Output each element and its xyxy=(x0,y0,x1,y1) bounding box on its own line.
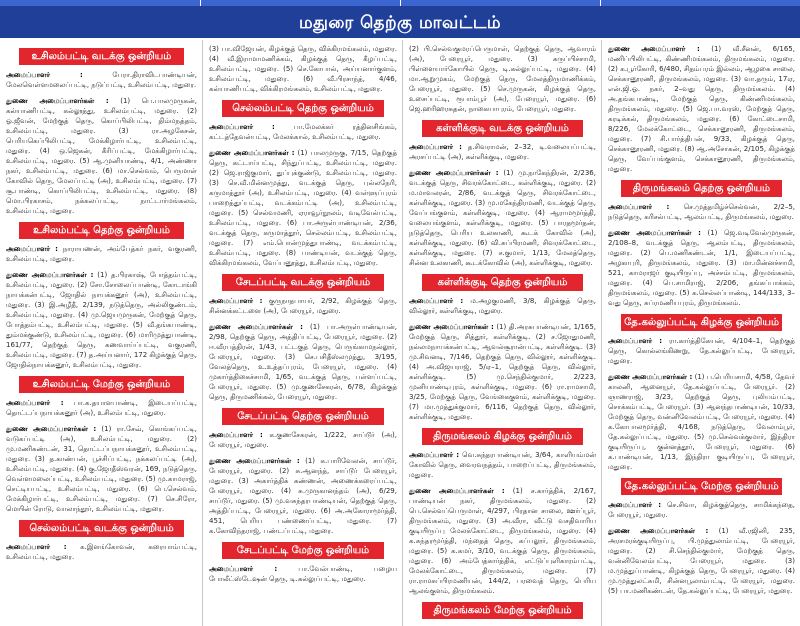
entry-text: (1) வீ.சீனன், 6/165, மணிப்பிலிபட்டி, கிண்ணிமங்கலம், திருமங்கலம், மதுரை. (2) க.பூர்கோரி, 6/480, சிதம்பரம் இல்லம், ஆழகை சாலை, செக்கானூரணி, திருமங்கலம், மதுரை. (3) வா.தரும், 17ஏ, என்.ஜி.ஓ. நகர், 2–வது தெரு, திருமங்கலம். (4) அ.தங்கபாண்டி, மேற்குத் தெரு, கிண்ணிமங்கலம், திருமங்கலம், மதுரை. (5) ஜெ.பா.வரஸ், மேற்குத் தெரு, கரடிக்கல், திருமங்கலம், மதுரை. (6) கோட்டைசாமி, 8/226, மேலக்கோட்டை, செக்கானூரணி, திருமங்கலம், மதுரை. (7) சி.பார்த்திபன், 9/33, கிழக்குத் தெரு, செக்கானூரணி, மதுரை. (8) ஆ.அசோகன், 2/105, கிழக்குத் தெரு, வேப்பங்குளம், செக்கானூரணி, திருமங்கலம், மதுரை. xyxy=(608,45,795,173)
entry-label: அமைப்பாளர் : xyxy=(409,451,460,459)
columns-container xyxy=(0,40,800,626)
entry-paragraph xyxy=(209,456,397,536)
entry-label: அமைப்பாளர் : xyxy=(608,501,662,509)
entry-text: க.இளங்கோவன், கரையாம்பட்டி, உசிலம்பட்டி, மதுரை. xyxy=(6,543,197,561)
entry-paragraph xyxy=(409,450,596,480)
column-2 xyxy=(203,40,403,626)
entry-text: (1) மு.நாகேந்திரன், 2/236, வடக்குத் தெரு, சிவரக்கோட்டை, கள்ளிக்குடி, மதுரை. (2) ம.மாவலரன், 2/86, வடக்குத் தெரு, சிவரக்கோட்டை, கள்ளிக்குடி, மதுரை. (3) மு.மகேந்திரமணி, வடக்குத் தெரு, வேப்பங்குளம், கள்ளிக்குடி, மதுரை. (4) ஆராமமூர்த்தி, வலையங்குளம், கள்ளிக்குடி, மதுரை. (5) பாரதமூர்தன், நடுத்தெரு, பெரிய உலகாணி, கூடக் கோவில் (அ), கள்ளிக்குடி, மதுரை. (6) வி.சுப்பிரமணி, சிவரக்கோட்டை, கள்ளிக்குடி, மதுரை. (7) ச.குமார், 1/13, மேலத்தெரு, சின்ன உலகாணி, கூடக்கோவில் (அ), கள்ளிக்குடி, மதுரை. xyxy=(409,169,596,267)
section-heading: சேடப்பட்டி வடக்கு ஒன்றியம் xyxy=(222,274,384,291)
entry-label: அமைப்பாளர் : xyxy=(6,399,64,407)
entry-paragraph xyxy=(209,564,397,584)
entry-paragraph xyxy=(209,322,397,402)
entry-paragraph xyxy=(209,122,397,142)
entry-paragraph xyxy=(6,270,197,370)
entry-text: ம.அழகுமணி, 3/8, கிழக்குத் தெரு, வில்லூர், கள்ளிக்குடி, மதுரை. xyxy=(409,297,596,315)
entry-label: அமைப்பாளர் : xyxy=(409,297,464,305)
entry-text: (1) பா.அருள்பாண்டியன், 2/98, தெற்குத் தெரு, அத்திப்பட்டி, பேரையூர், மதுரை. (2) ஈ.வீரபத்திரன், 1/43, பட்டகுத் தெரு, பெருங்காமநல்லூர், பேரையூர், மதுரை. (3) செ.பசிதீஸ்லமுத்து, 3/195, வேலத்தெரு, உ.உத்தப்புரம், பேரையூர், மதுரை. (4) முகார்த்திகைச்சாமி, 1/65, வடக்குத் தெரு, பள்ளப்பட்டி, பேரையூர், மதுரை. (5) மு.குணசேகரன், 6/78, கிழக்குத் தெரு, திருமணிக்கல், பேரையூர், மதுரை. xyxy=(209,323,397,401)
entry-paragraph xyxy=(608,372,795,472)
top-stripe xyxy=(0,0,800,6)
entry-text: (1) த.பிரகாஷ், போத்தம்பட்டி, உசிலம்பட்டி, மதுரை. (2) சோ.சோலைப்பாண்டி, கோடாங்கி நாயக்கன்பட்டி, ஜோதில் நாயக்கனூர் (அ), உசிலம்பட்டி, மதுரை. (3) இ.அழீதீ, 2/139, நடுத்தெரு, அல்லிகுண்டம், உசிலம்பட்டி, மதுரை. (4) மு.ஜெயமுருகன், மேற்குத் தெரு, போத்தம்பட்டி, உசிலம்பட்டி, மதுரை. (5) வீ.தங்கபாண்டி, தும்மக்குண்டு, உசிலம்பட்டி, மதுரை. (6) மாரிமுத்துபாண்டி, 161/77, தெற்குத் தெரு, கணவாய்ப்பட்டி, வகுரணி, உசிலம்பட்டி, மதுரை. (7) த.அய்யனார், 172 கிழக்குத் தெரு, ஜோதில்நாயக்கனூர், உசிலம்பட்டி, மதுரை. xyxy=(6,271,198,369)
entry-paragraph xyxy=(6,424,197,514)
entry-label: அமைப்பாளர் : xyxy=(209,565,278,573)
entry-paragraph xyxy=(209,296,397,316)
entry-label: துணை அமைப்பாளர்கள் : xyxy=(209,323,303,331)
entry-text: (1) வீ.ரஜினி, 235, அரசமரக்குடியிருப்பு, பி.முத்துலாம்பட்டி, பேரையூர், மதுரை. (2) சி.செந்தில்குமார், மேற்குத் தெரு, வன்னிவேலம்பட்டி, பேரையூர், மதுரை. (3) ம.முத்துப்பாண்டி, கிழக்குத் தெரு, பேரையூர், மதுரை. (4) மு.முத்துலட்சுமி, சின்னபூலாம்பட்டி, பேரையூர், மதுரை. (5) பா.மணிகண்டன், தே.கல்லுப்பட்டி, பேரையூர், மதுரை. xyxy=(608,527,795,595)
entry-label: துணை அமைப்பாளர்கள் : xyxy=(409,169,499,177)
entry-paragraph xyxy=(6,70,197,90)
section-heading: செல்லம்பட்டி வடக்கு ஒன்றியம் xyxy=(19,520,183,537)
entry-text: த.சிவராமன், 2–32, டி.வலையப்பட்டி, அரசப்பட்டி (அ), கள்ளிக்குடி, மதுரை. xyxy=(409,143,597,161)
column-3 xyxy=(403,40,602,626)
section-heading: கள்ளிக்குடி வடக்கு ஒன்றியம் xyxy=(422,120,583,137)
entry-label: அமைப்பாளர் : xyxy=(608,203,670,211)
continued-text: (2) பி.செல்வகுமரப்பெருமாள், தெற்குத் தெரு, ஆவாரம் (அ), பேரையூர், மதுரை. (3) கருப்பிச்சாமி, பிள்ளையார்கோயில் தெரு, டி.கல்லுப்பட்டி, மதுரை. (4) மா.ஆறுமுகம், மேற்குத் தெரு, மேலத்திருமாணிக்கம், பேரையூர், மதுரை. (5) செ.முருகன், கிழக்குத் தெரு, உசைப்பட்டி, ரூபாம்பூர் (அ), பேரையூர், மதுரை. (6) ஜெ.ஹரிஹரசுதன், நாகையாபுரம், பேரையூர், மதுரை. xyxy=(409,45,596,113)
section-heading: திருமங்கலம் மேற்கு ஒன்றியம் xyxy=(422,602,583,619)
entry-paragraph xyxy=(409,322,596,422)
entry-text: ரா.கார்த்திகேயன், 4/104–1, தெற்குத் தெரு, கொல்லங்கிணறு, தே.கல்லுப்பட்டி, பேரையூர், மதுரை. xyxy=(608,337,795,365)
entry-label: துணை அமைப்பாளர் : xyxy=(608,45,700,53)
entry-text: க.குணசேகரன், 1/222, சாப்டூர் (அ), பேரையூர், மதுரை. xyxy=(209,431,397,449)
entry-label: துணை அமைப்பாளர்கள் : xyxy=(6,425,97,433)
section-heading: உசிலம்பட்டி தெற்கு ஒன்றியம் xyxy=(19,222,183,239)
entry-label: அமைப்பாளர் : xyxy=(608,337,663,345)
entry-label: அமைப்பாளர் : xyxy=(6,245,58,253)
entry-paragraph xyxy=(6,542,197,562)
entry-label: துணை அமைப்பாளர்கள் : xyxy=(608,527,709,535)
section-heading: செல்லம்பட்டி தெற்கு ஒன்றியம் xyxy=(222,100,384,117)
entry-text: பா.மேலக்கர் ரத்தினசிங்கம், கட்டத்தேவன்பட்டி, மேலக்கால், உசிலம்பட்டி, மதுரை. xyxy=(209,123,398,141)
entry-label: அமைப்பாளர் : xyxy=(209,123,275,131)
entry-text: குருநாதபாயர், 2/92, கிழக்குத் தெரு, சின்னக்கட்டளை (அ), பேரையூர், மதுரை. xyxy=(209,297,397,315)
entry-label: அமைப்பாளர் : xyxy=(6,543,67,551)
entry-label: துணை அமைப்பாளர்கள் : xyxy=(608,229,701,237)
section-heading: உசிலம்பட்டி மேற்கு ஒன்றியம் xyxy=(19,376,183,393)
column-4 xyxy=(602,40,800,626)
continued-text: (3) பா.விஜேயன், கிழக்குத் தெரு, விக்கிரமங்கலம், மதுரை. (4) வீ.இராமாமணிக்கம், கிழக்குத் தெரு, கீழப்பட்டி, உசிலம்பட்டி, மதுரை. (5) செ.கோபால், அய்யனார்குளம், உசிலம்பட்டி, மதுரை. (6) வீ.பிரசாந்த், 4/46, கல்யாணிபட்டி, விக்கிரமங்கலம், உசிலம்பட்டி, மதுரை. xyxy=(209,45,397,93)
entry-text: செ.முத்தமிழ்ச்செல்வன், 2/2–5, நடுத்தெரு, கரிசல்பட்டி, ஆலம்பட்டி, திருமங்கலம், மதுரை. xyxy=(608,203,796,221)
entry-paragraph xyxy=(608,526,795,596)
entry-text: (1) பெ.பாலமுருகன், கல்யாணிபட்டி, கல்லூத்து, உசிலம்பட்டி, மதுரை. (2) ஓ.ஜீவன், மேற்குத் தெரு, கொப்பிலிபட்டி, திம்மநத்தம், உசிலம்பட்டி, மதுரை. (3) ரா.அழகேசன், பெரியகெப்பிலிபட்டி, மேக்கிழார்பட்டி, உசிலம்பட்டி, மதுரை. (4) ஒ.ஜெகன், கீரிப்பட்டி, மேக்கிழார்பட்டி, உசிலம்பட்டி, மதுரை. (5) ஆ.முனியாண்டி, 4/1, அண்ணா நகர், உசிலம்பட்டி, மதுரை. (6) மா.செல்வம், பெருமாள் கோவில் தெரு, மேலப்பட்டி (அ), உசிலம்பட்டி, மதுரை. (7) சூ.பாண்டி, கொப்பிலிபட்டி, உசிலம்பட்டி, மதுரை. (8) மொ.பிரகாசம், நக்கலப்பட்டி, நாட்டார்மங்கலம், உசிலம்பட்டி, மதுரை. xyxy=(6,97,197,215)
entry-paragraph xyxy=(409,486,596,596)
section-heading: திருமங்கலம் தெற்கு ஒன்றியம் xyxy=(621,180,782,197)
entry-label: துணை அமைப்பாளர்கள் : xyxy=(209,149,295,157)
entry-paragraph xyxy=(608,336,795,366)
entry-text: (1) ரா.சேவ், கொங்கப்பட்டி, வடுகப்பட்டி (அ), உசிலம்பட்டி, மதுரை. (2) மு.மணிகண்டன், 31, தொட்டப்பநாயக்கனூர், உசிலம்பட்டி, மதுரை. (3) த.காண்பன், பூச்சிப்பட்டி, நக்கலப்பட்டி (அ), உசிலம்பட்டி, மதுரை. (4) கு.ஜோதீஸ்வரன், 169, நடுத்தெரு, வெள்ளமலைப்பட்டி, உசிலம்பட்டி, மதுரை. (5) மு.காமராஜ், செட்டியபட்டி, உசிலம்பட்டி, மதுரை. (6) பெ.செல்வம், மேக்கிழார்பட்டி, உசிலம்பட்டி, மதுரை. (7) செ.சிரோ, மெயின் ரோடு, வாலாந்தூர், உசிலம்பட்டி, மதுரை. xyxy=(6,425,197,513)
section-heading: உசிலம்பட்டி வடக்கு ஒன்றியம் xyxy=(19,48,183,65)
entry-label: துணை அமைப்பாளர்கள் : xyxy=(409,487,505,495)
entry-text: (1) ச.கார்த்திக், 2/167, பாண்டியன் நகர், திருமங்கலம், மதுரை. (2) பெ.செல்வப்பெருமாள், 4/297, பிரதான சாலை, ஊர்ப்பூர், திருமங்கலம், மதுரை. (3) அ.வீரா, வீட்டு வசதிவாரிய குடியிருப்பு மேலக்கோட்டை, திருமங்கலம், மதுரை. (4) க.சுந்தரமூர்த்தி, மந்தைத் தெரு, கப்பலூர், திருமங்கலம், மதுரை. (5) க.கமர், 3/10, வடக்குத் தெரு, திருமங்கலம், மதுரை. (6) அம்பேத்கார்த்திக், எட்டுப்புளிகாரம்பட்டி, மேலக்கோட்டை, திருமங்கலம், மதுரை. (7) ரா.ராமசுப்பிரமணியன், 144/2, பரவைத் தெரு, பெரிய ஆலங்குளம், திருமங்கலம். xyxy=(409,487,597,595)
section-heading: சேடப்பட்டி மேற்கு ஒன்றியம் xyxy=(222,542,384,559)
section-heading: தே.கல்லுப்பட்டி மேற்கு ஒன்றியம் xyxy=(621,478,782,495)
section-heading: தே.கல்லுப்பட்டி கிழக்கு ஒன்றியம் xyxy=(621,314,782,331)
column-1 xyxy=(0,40,203,626)
section-heading: சேடப்பட்டி தெற்கு ஒன்றியம் xyxy=(222,408,384,425)
entry-label: அமைப்பாளர் : xyxy=(409,143,462,151)
entry-label: துணை அமைப்பாளர்கள் : xyxy=(6,271,94,279)
entry-text: பா.வேல்பாண்டி, பழைய போலீட்ஸ்டேஷன் தெரு, டி.கல்லுப்பட்டி, மதுரை. xyxy=(209,565,397,583)
entry-text: (1) ஜெ.வடிவேல்முருகன், 2/108–8, வடக்குத் தெரு, ஆலம்பட்டி, திருமங்கலம், மதுரை. (2) பெ.மணிகண்டன், 1/1, இடையப்பட்டி, அழகாபுரி, திருமங்கலம், மதுரை. (3) மா.மின்னச்சாமி, 521, காமராஜர் குடியிருப்பு, அச்சம்பட்டி, திருமங்கலம், மதுரை. (4) பெ.சாமிராஜ், 2/206, தங்கப்பாக்கம், திருமங்கலம், மதுரை. (5) க.செல்லப்பாண்டி, 144/133, 3–வது தெரு, சுப்ரமணியபுரம், திருமங்கலம். xyxy=(608,229,795,307)
entry-text: பேரா.திராவிடபாண்டியன், மேலவெள்ளமலைப்பட்டி, நடுப்பட்டி, உசிலம்பட்டி, மதுரை. xyxy=(6,71,197,89)
entry-text: நாராயணன், அம்பேத்கர் நகர், வகுரணி, உசிலம்பட்டி, மதுரை. xyxy=(6,245,197,263)
entry-text: செ.சிவா, கிழக்குத்தெரு, சாமிக்கந்தை, பேரையூர், மதுரை. xyxy=(608,501,795,519)
entry-text: பா.க.தயாளபாண்டி, இடையப்பட்டி, தொட்டப்பநாயக்கனூர் (அ), உசிலம்பட்டி, மதுரை. xyxy=(6,399,197,417)
section-heading: திருமங்கலம் கிழக்கு ஒன்றியம் xyxy=(422,428,583,445)
district-title: மதுரை தெற்கு மாவட்டம் xyxy=(298,13,502,33)
entry-label: அமைப்பாளர் : xyxy=(6,71,83,79)
entry-paragraph xyxy=(608,228,795,308)
entry-label: துணை அமைப்பாளர்கள் : xyxy=(209,457,300,465)
entry-paragraph xyxy=(409,296,596,316)
entry-text: (1) தி.அரசுபாண்டியன், 1/165, மேற்குத் தெரு, சித்தூர், கள்ளிக்குடி. (2) ச.ஜோதுமணி, நல்லமநாயக்கன்பட்டி, ஆவல்சூரான்பட்டி, கள்ளிக்குடி. (3) மு.சிவனடி, 7/146, தெற்குத் தெரு, வில்லூர், கள்ளிக்குடி. (4) அ.விஜயராஜ், 5/ஏ–1, தெற்குத் தெரு, வில்லூர், கள்ளிக்குடி. (5) மு.செந்தில்குமார், 2/223, முனியாண்டிபுரம், கள்ளிக்குடி, மதுரை. (6) ரா.ராமசாமி, 3/25, மேற்குத் தெரு, வேங்கைகுளம், கள்ளிக்குடி, மதுரை. (7) மா.முத்துக்குமார், 6/116, தெற்குத் தெரு, வில்லூர், கள்ளிக்குடி, மதுரை. xyxy=(409,323,596,421)
entry-paragraph xyxy=(209,148,397,268)
entry-paragraph xyxy=(608,44,795,174)
entry-label: துணை அமைப்பாளர்கள் : xyxy=(409,323,494,331)
entry-text: வெ.சுந்தரபாண்டியன், 3/64, காளியம்மன் கோவில் தெரு, வைரவநத்தம், பாறைப்பட்டி, திருமங்கலம், மதுரை. xyxy=(409,451,596,479)
entry-text: (1) க.பாரிவேலன், சாப்டூர், பேரையூர், மதுரை. (2) சு.ஆனந்த், சாப்டூர் பேரையூர், மதுரை. (3) அகார்த்திக் கண்ணன், அணைக்கரைப்பட்டி, பேரையூர், மதுரை. (4) சு.முருகானந்தம் (அ), 6/29, சாப்டூர், மதுரை. (5) மு.வசுந்தரபாண்டியன், தெற்குத் தெரு, அத்திப்பட்டி, பேரையூர், மதுரை. (6) அ.அகோராமூர்த்தி, 451, பெரிய பண்ணைப்பட்டி, மதுரை. (7) க.கோவிந்தராஜ், பண்டப்பட்டி, மதுரை. xyxy=(209,457,397,535)
entry-paragraph xyxy=(409,168,596,268)
entry-paragraph xyxy=(409,142,596,162)
entry-paragraph xyxy=(608,500,795,520)
section-heading: கள்ளிக்குடி தெற்கு ஒன்றியம் xyxy=(422,274,583,291)
entry-text: (1) பாலமுருகு, 7/15, தெற்குத் தெரு, கட்டாய்பட்டி, சிந்துப்பட்டி, உசிலம்பட்டி, மதுரை. (2) ஜெ.ராஜ்குமார், துப்புக்குண்டு, உசிலம்பட்டி, மதுரை. (3) செ.வீ.மின்னமுத்து, வடக்குத் தெரு, புல்லநேரி, கருமாத்தூர் (அ), உசிலம்பட்டி, மதுரை. (4) வள்ளுப்புரம் பாறைத்துப்பட்டி, வடக்கம்பட்டி (அ), உசிலம்பட்டி, மதுரை. (5) செல்வமணி, ஏராவூர்நூலம், வடிவேல்பட்டி, உசிலம்பட்டி, மதுரை. (6) பா.அருள்பாண்டியன், 2/36, வடக்குத் தெரு, கருமாத்தூர், செல்லம்பட்டி, உசிலம்பட்டி, மதுரை. (7) எம்.பொன்முத்துபாண்டி, வடக்கம்பட்டி, உசிலம்பட்டி, மதுரை. (8) பாண்டியன், வடக்குத் தெரு, விக்கிரமங்கலம், வேப்பனூத்து, உசிலம்பட்டி, மதுரை. xyxy=(209,149,397,267)
entry-paragraph xyxy=(6,96,197,216)
entry-paragraph xyxy=(6,398,197,418)
entry-paragraph xyxy=(6,244,197,264)
entry-paragraph xyxy=(209,430,397,450)
entry-text: (1) ப.பெரியசாமி, 4/58, தேவர் காலனி, ஆனையூர், தே.கல்லுப்பட்டி, பேரையூர். (2) ஞாணராஜ், 3/23, தெற்குத் தெரு, புலியம்பட்டி, சொக்கம்பட்டி, பேரையூர். (3) ஆனந்தபாண்டியன், 10/33, மேற்குத் தெரு, வன்னிவேலம்பட்டி, பேரையூர், மதுரை. (4) க.கோபாலமூர்த்தி, 4/168, நடுத்தெரு, வேலாம்பூர், தே.கல்லுப்பட்டி, மதுரை. (5) மு.செல்வக்குமார், இந்திரா குடியிருப்பு, குன்னத்தூர், பேரையூர், மதுரை. (6) க.பாண்டியன், 1/13, இந்திரா குடியிருப்பு, பேரையூர், மதுரை. xyxy=(608,373,795,471)
entry-paragraph xyxy=(608,202,795,222)
entry-label: துணை அமைப்பாளர்கள் : xyxy=(608,373,693,381)
entry-label: துணை அமைப்பாளர்கள் : xyxy=(6,97,109,105)
entry-label: அமைப்பாளர் : xyxy=(209,297,263,305)
entry-label: அமைப்பாளர் : xyxy=(209,431,263,439)
